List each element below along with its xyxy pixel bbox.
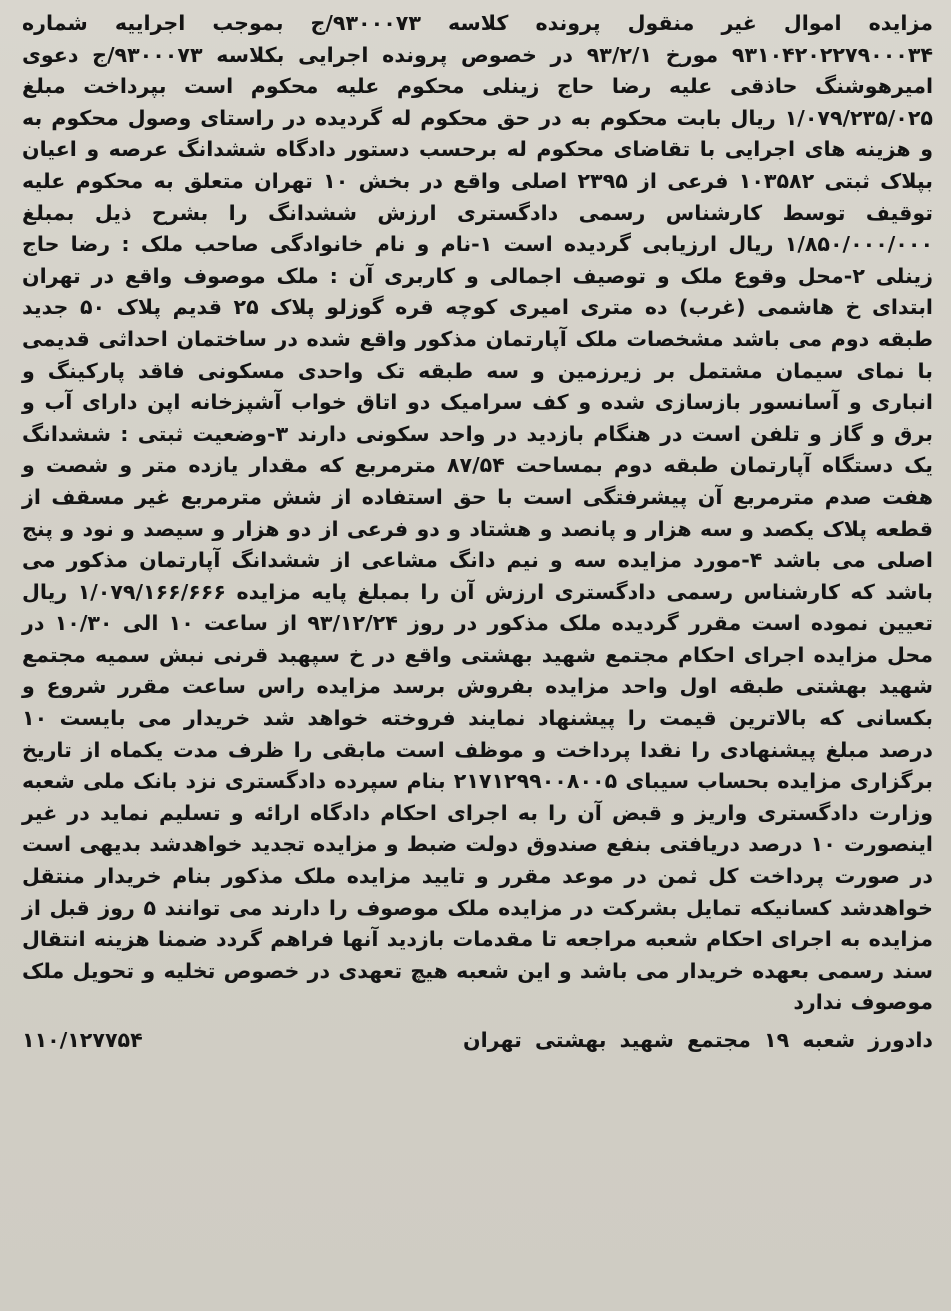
notice-body: مزایده اموال غیر منقول پرونده کلاسه ۹۳۰۰۰۷۳/ج بموجب اجراییه شماره ۹۳۱۰۴۲۰۲۲۷۹۰۰۰۳۴ مورخ ۹۳/۲/۱ در خصوص پرونده اجرایی بکلاسه ۹۳۰۰۰۷۳/ج دعوی امیرهوشنگ حاذقی علیه رضا حاج زینلی محکوم علیه محکوم است بپرداخت مبلغ ۱/۰۷۹/۲۳۵/۰۲۵ ریال بابت محکوم به در حق محکوم له گردیده در راستای وصول محکوم به و هزینه های اجرایی با تقاضای محکوم له برحسب دستور دادگاه ششدانگ عرصه و اعیان بپلاک ثبتی ۱۰۳۵۸۲ فرعی از ۲۳۹۵ اصلی واقع در بخش ۱۰ تهران متعلق به محکوم علیه توقیف توسط کارشناس رسمی دادگستری ارزش ششدانگ را بشرح ذیل بمبلغ ۱/۸۵۰/۰۰۰/۰۰۰ ریال ارزیابی گردیده است ۱-نام و نام خانوادگی صاحب ملک : رضا حاج زینلی ۲-محل وقوع ملک و توصیف اجمالی و کاربری آن : ملک موصوف واقع در تهران ابتدای خ هاشمی (غرب) ده متری امیری کوچه قره گوزلو پلاک ۲۵ قدیم پلاک ۵۰ جدید طبقه دوم می باشد مشخصات ملک آپارتمان مذکور واقع شده در ساختمان احداثی قدیمی با نمای سیمان مشتمل بر زیرزمین و سه طبقه تک واحدی مسکونی فاقد پارکینگ و انباری و آسانسور بازسازی شده و کف سرامیک دو اتاق خواب آشپزخانه اپن دارای آب و برق و گاز و تلفن است در هنگام بازدید در واحد سکونی دارند ۳-وضعیت ثبتی : ششدانگ یک دستگاه آپارتمان طبقه دوم بمساحت ۸۷/۵۴ مترمربع که مقدار یازده متر و شصت و هفت صدم مترمربع آن پیشرفتگی است با حق استفاده از شش مترمربع غیر مسقف از قطعه پلاک یکصد و سه هزار و پانصد و هشتاد و دو فرعی از دو هزار و سیصد و نود و پنج اصلی می باشد ۴-مورد مزایده سه و نیم دانگ مشاعی از ششدانگ آپارتمان مذکور می باشد که کارشناس رسمی دادگستری ارزش آن را بمبلغ پایه مزایده ۱/۰۷۹/۱۶۶/۶۶۶ ریال تعیین نموده است مقرر گردیده ملک مذکور در روز ۹۳/۱۲/۲۴ از ساعت ۱۰ الی ۱۰/۳۰ در محل مزایده اجرای احکام مجتمع شهید بهشتی واقع در خ سپهبد قرنی نبش سمیه مجتمع شهید بهشتی طبقه اول واحد مزایده بفروش برسد مزایده راس ساعت مقرر شروع و بکسانی که بالاترین قیمت را پیشنهاد نمایند فروخته خواهد شد خریدار می بایست ۱۰ درصد مبلغ پیشنهادی را نقدا پرداخت و موظف است مابقی را ظرف مدت یکماه از تاریخ برگزاری مزایده بحساب سیبای ۲۱۷۱۲۹۹۰۰۸۰۰۵ بنام سپرده دادگستری نزد بانک ملی شعبه وزارت دادگستری واریز و قبض آن را به اجرای احکام دادگاه ارائه و تسلیم نماید در غیر اینصورت ۱۰ درصد دریافتی بنفع صندوق دولت ضبط و مزایده تجدید خواهدشد بدیهی است در صورت پرداخت کل ثمن در موعد مقرر و تایید مزایده ملک مذکور بنام خریدار منتقل خواهدشد کسانیکه تمایل بشرکت در مزایده ملک موصوف را دارند می توانند ۵ روز قبل از مزایده به اجرای احکام شعبه مراجعه تا مقدمات بازدید آنها فراهم گردد ضمنا هزینه انتقال سند رسمی بعهده خریدار می باشد و این شعبه هیچ تعهدی در خصوص تخلیه و تحویل ملک موصوف ندارد xyxy=(22,11,934,1015)
notice-footer xyxy=(22,1023,933,1057)
reference-number: ۱۱۰/۱۲۷۷۵۴ xyxy=(22,1028,143,1052)
signature-line: دادورز شعبه ۱۹ مجتمع شهید بهشتی تهران xyxy=(463,1028,933,1052)
